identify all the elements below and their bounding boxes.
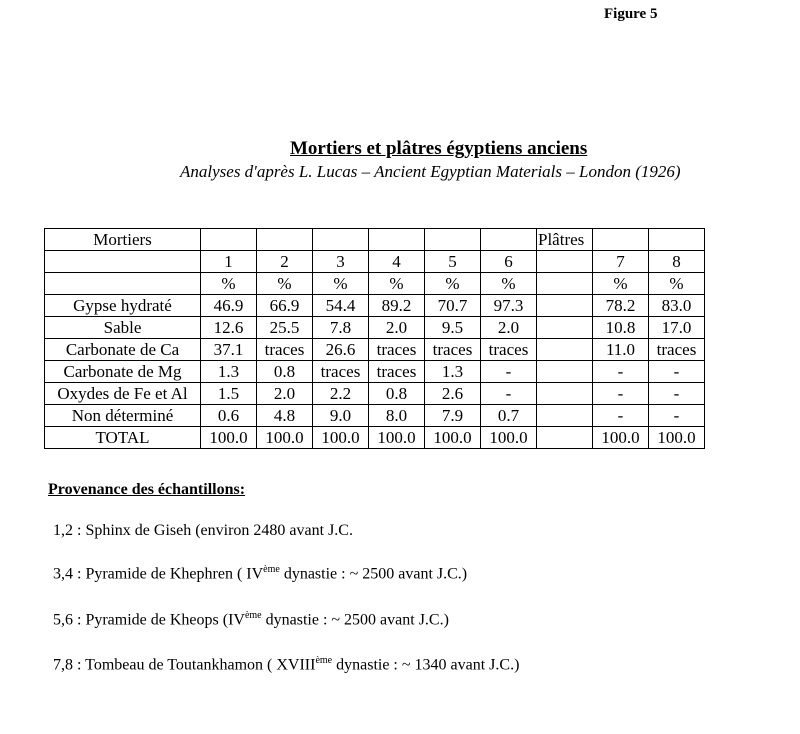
provenance-text: dynastie : ~ 2500 avant J.C.) <box>279 565 468 583</box>
table-cell <box>537 405 593 427</box>
table-cell: % <box>257 273 313 295</box>
table-cell: % <box>481 273 537 295</box>
table-cell: traces <box>313 361 369 383</box>
row-label: Gypse hydraté <box>45 295 201 317</box>
table-cell <box>537 383 593 405</box>
table-cell: 100.0 <box>593 427 649 449</box>
provenance-text: 7,8 : Tombeau de Toutankhamon ( XVIII <box>53 656 316 674</box>
table-cell <box>537 339 593 361</box>
table-cell: 8 <box>649 251 705 273</box>
provenance-text: 5,6 : Pyramide de Kheops (IV <box>53 611 245 629</box>
table-cell: traces <box>369 361 425 383</box>
table-cell: 17.0 <box>649 317 705 339</box>
table-cell: 2 <box>257 251 313 273</box>
document-subtitle: Analyses d'après L. Lucas – Ancient Egyptian Materials – London (1926) <box>180 162 681 181</box>
table-cell: 2.0 <box>481 317 537 339</box>
table-cell: 4 <box>369 251 425 273</box>
document-title: Mortiers et plâtres égyptiens anciens <box>290 138 588 159</box>
table-row <box>45 295 705 317</box>
table-cell <box>481 229 537 251</box>
table-cell: 100.0 <box>481 427 537 449</box>
provenance-item <box>53 655 519 674</box>
table-cell <box>537 273 593 295</box>
row-label: Carbonate de Ca <box>45 339 201 361</box>
table-cell <box>537 427 593 449</box>
table-cell: 9.5 <box>425 317 481 339</box>
table-cell: 0.8 <box>257 361 313 383</box>
row-label <box>45 251 201 273</box>
table-cell: 1.3 <box>201 361 257 383</box>
table-cell: - <box>481 361 537 383</box>
table-cell: 1.5 <box>201 383 257 405</box>
table-cell: 11.0 <box>593 339 649 361</box>
table-cell: 2.0 <box>369 317 425 339</box>
table-cell: 2.6 <box>425 383 481 405</box>
provenance-item <box>53 522 353 540</box>
table-cell: Plâtres <box>537 229 593 251</box>
table-cell: 100.0 <box>313 427 369 449</box>
sample-number-row <box>45 251 705 273</box>
table-cell: 97.3 <box>481 295 537 317</box>
provenance-text: 3,4 : Pyramide de Khephren ( IV <box>53 565 264 583</box>
table-cell: traces <box>425 339 481 361</box>
table-cell: - <box>649 361 705 383</box>
table-cell <box>593 229 649 251</box>
table-cell: 70.7 <box>425 295 481 317</box>
table-cell <box>257 229 313 251</box>
table-cell <box>425 229 481 251</box>
table-cell: 37.1 <box>201 339 257 361</box>
table-cell <box>649 229 705 251</box>
row-label <box>45 273 201 295</box>
table-cell <box>369 229 425 251</box>
row-label: TOTAL <box>45 427 201 449</box>
provenance-item <box>53 610 449 629</box>
provenance-heading: Provenance des échantillons: <box>48 481 246 498</box>
table-cell: 10.8 <box>593 317 649 339</box>
header-row <box>45 229 705 251</box>
table-cell: 1 <box>201 251 257 273</box>
table-cell: 89.2 <box>369 295 425 317</box>
table-row <box>45 405 705 427</box>
table-cell: 2.2 <box>313 383 369 405</box>
table-row <box>45 427 705 449</box>
row-label: Non déterminé <box>45 405 201 427</box>
table-cell: - <box>649 383 705 405</box>
table-cell: - <box>593 383 649 405</box>
provenance-text: dynastie : ~ 2500 avant J.C.) <box>261 611 449 629</box>
table-cell <box>313 229 369 251</box>
table-row <box>45 317 705 339</box>
table-cell: % <box>369 273 425 295</box>
table-cell: - <box>481 383 537 405</box>
table-cell: traces <box>369 339 425 361</box>
table-cell <box>537 251 593 273</box>
table-cell: 83.0 <box>649 295 705 317</box>
row-label: Oxydes de Fe et Al <box>45 383 201 405</box>
table-cell: traces <box>481 339 537 361</box>
table-cell <box>537 361 593 383</box>
table-cell: 100.0 <box>649 427 705 449</box>
table-cell: - <box>593 405 649 427</box>
table-cell: % <box>593 273 649 295</box>
table-cell: 7 <box>593 251 649 273</box>
table-cell: 2.0 <box>257 383 313 405</box>
table-cell: 6 <box>481 251 537 273</box>
table-cell: 0.7 <box>481 405 537 427</box>
table-cell: - <box>593 361 649 383</box>
table-cell: 78.2 <box>593 295 649 317</box>
table-cell: 9.0 <box>313 405 369 427</box>
row-label: Carbonate de Mg <box>45 361 201 383</box>
unit-row <box>45 273 705 295</box>
table-cell: 8.0 <box>369 405 425 427</box>
superscript: ème <box>315 655 333 666</box>
superscript: ème <box>244 610 262 621</box>
superscript: ème <box>263 564 280 575</box>
table-cell: traces <box>257 339 313 361</box>
row-label: Mortiers <box>45 229 201 251</box>
table-row <box>45 383 705 405</box>
analysis-table <box>44 228 705 449</box>
table-cell <box>537 317 593 339</box>
provenance-text: dynastie : ~ 1340 avant J.C.) <box>332 656 520 674</box>
table-cell: % <box>649 273 705 295</box>
figure-label: Figure 5 <box>604 6 658 22</box>
provenance-item <box>53 564 467 583</box>
table-cell: % <box>425 273 481 295</box>
table-cell: 7.8 <box>313 317 369 339</box>
table-cell: 66.9 <box>257 295 313 317</box>
table-cell: 3 <box>313 251 369 273</box>
table-cell: 0.6 <box>201 405 257 427</box>
table-cell: 54.4 <box>313 295 369 317</box>
table-row <box>45 339 705 361</box>
table-cell: 5 <box>425 251 481 273</box>
table-cell: 25.5 <box>257 317 313 339</box>
table-cell: 7.9 <box>425 405 481 427</box>
table-cell: 12.6 <box>201 317 257 339</box>
table-cell: 26.6 <box>313 339 369 361</box>
table-cell <box>201 229 257 251</box>
table-cell: 0.8 <box>369 383 425 405</box>
table-cell: 100.0 <box>425 427 481 449</box>
table-row <box>45 361 705 383</box>
table-cell: % <box>201 273 257 295</box>
table-cell: 4.8 <box>257 405 313 427</box>
table-cell: 46.9 <box>201 295 257 317</box>
row-label: Sable <box>45 317 201 339</box>
table-cell: 1.3 <box>425 361 481 383</box>
table-cell: % <box>313 273 369 295</box>
table-cell <box>537 295 593 317</box>
provenance-text: 1,2 : Sphinx de Giseh (environ 2480 avant J.C. <box>53 522 353 539</box>
table-cell: 100.0 <box>257 427 313 449</box>
table-cell: traces <box>649 339 705 361</box>
table-cell: 100.0 <box>201 427 257 449</box>
table-cell: 100.0 <box>369 427 425 449</box>
table-cell: - <box>649 405 705 427</box>
